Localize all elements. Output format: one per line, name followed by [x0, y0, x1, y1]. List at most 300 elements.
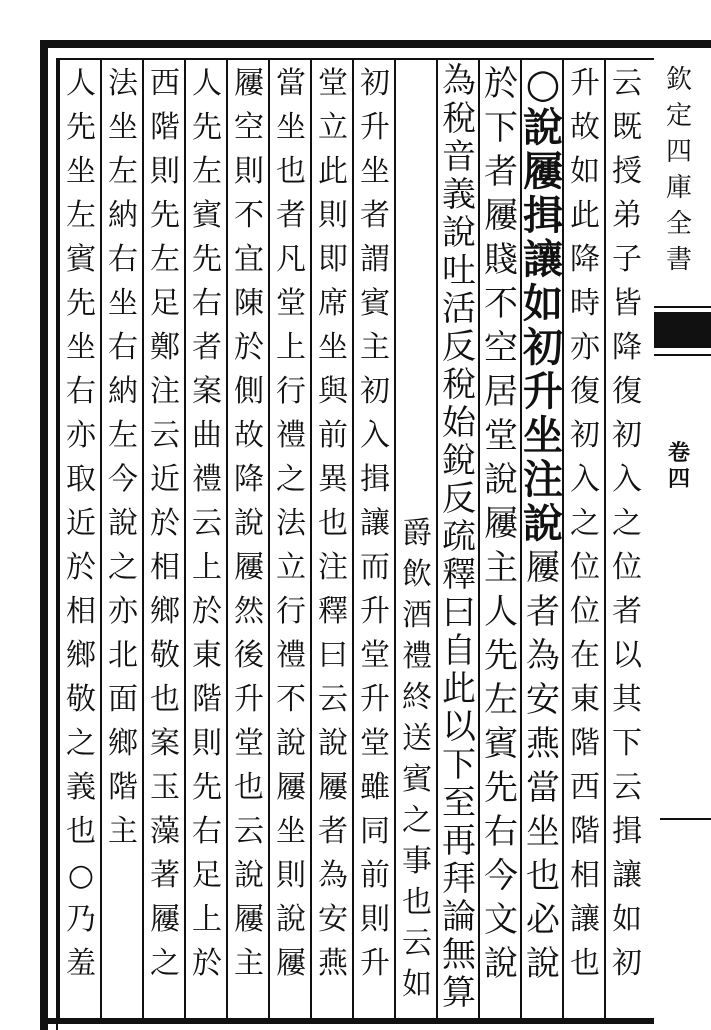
glyph: 曰	[442, 593, 476, 633]
glyph: 論	[442, 897, 476, 937]
glyph: 位	[570, 550, 600, 585]
glyph: 初	[612, 946, 642, 981]
glyph: 至	[442, 783, 476, 823]
text-column-c12	[144, 62, 186, 1022]
glyph: 上	[192, 902, 222, 937]
glyph: 禮	[276, 418, 306, 453]
glyph: 說	[276, 726, 306, 761]
glyph: 初	[612, 418, 642, 453]
glyph: 者	[484, 152, 518, 192]
glyph: 初	[360, 66, 390, 101]
glyph: 其	[612, 682, 642, 717]
glyph: 居	[484, 372, 518, 412]
glyph: 之	[276, 462, 306, 497]
glyph: 亦	[570, 330, 600, 365]
glyph: 以	[442, 707, 476, 747]
glyph: 坐	[108, 286, 138, 321]
glyph: 屨	[234, 550, 264, 585]
glyph: 則	[276, 858, 306, 893]
glyph: 主	[360, 330, 390, 365]
glyph: 說	[523, 500, 563, 547]
glyph: 授	[612, 154, 642, 189]
glyph: 東	[570, 682, 600, 717]
glyph: 雖	[360, 770, 390, 805]
glyph: 既	[612, 110, 642, 145]
glyph: 坐	[66, 154, 96, 189]
glyph: 也	[318, 506, 348, 541]
glyph: 者	[276, 198, 306, 233]
glyph: 近	[150, 462, 180, 497]
glyph: 讓	[523, 236, 563, 283]
glyph: 卷	[667, 440, 690, 466]
glyph: 人	[192, 66, 222, 101]
glyph: ○	[67, 858, 95, 893]
glyph-spacer	[396, 431, 438, 472]
glyph: 下	[442, 745, 476, 785]
glyph: 則	[234, 154, 264, 189]
glyph: 右	[192, 286, 222, 321]
glyph: 升	[234, 682, 264, 717]
edge-title	[658, 62, 700, 278]
glyph: 與	[318, 374, 348, 409]
glyph: 面	[108, 682, 138, 717]
glyph: 屨	[526, 548, 560, 588]
text-column-c1	[606, 62, 648, 1022]
glyph: 屨	[234, 66, 264, 101]
glyph: 為	[526, 636, 560, 676]
glyph: 相	[570, 858, 600, 893]
glyph: 義	[442, 175, 476, 215]
glyph: 如	[523, 280, 563, 327]
glyph: 活	[442, 289, 476, 329]
glyph: 當	[526, 768, 560, 808]
glyph: 堂	[360, 726, 390, 761]
glyph: 釋	[442, 555, 476, 595]
glyph: 著	[150, 858, 180, 893]
glyph: 亦	[66, 418, 96, 453]
glyph-spacer	[396, 472, 438, 513]
glyph: 於	[66, 550, 96, 585]
glyph: 敬	[66, 682, 96, 717]
glyph: 拜	[442, 859, 476, 899]
glyph: 讓	[360, 506, 390, 541]
glyph: 云	[234, 814, 264, 849]
glyph: 也	[234, 770, 264, 805]
glyph: 人	[66, 66, 96, 101]
glyph: 法	[108, 66, 138, 101]
edge-tick	[660, 818, 711, 820]
glyph: 賓	[360, 286, 390, 321]
glyph: 當	[276, 66, 306, 101]
glyph: 賓	[402, 762, 432, 797]
glyph: 藻	[150, 814, 180, 849]
glyph: 階	[150, 110, 180, 145]
glyph: 不	[484, 284, 518, 324]
glyph: 入	[570, 462, 600, 497]
glyph: 下	[612, 726, 642, 761]
glyph: 左	[150, 242, 180, 277]
glyph: 足	[150, 286, 180, 321]
glyph: 則	[192, 726, 222, 761]
glyph: 為	[442, 61, 476, 101]
glyph: 屨	[523, 148, 563, 195]
glyph: 坐	[318, 330, 348, 365]
glyph: 席	[318, 286, 348, 321]
glyph: 也	[402, 885, 432, 920]
glyph: 而	[360, 550, 390, 585]
glyph: 納	[108, 374, 138, 409]
glyph: 右	[192, 814, 222, 849]
glyph: 屨	[234, 902, 264, 937]
glyph: 銳	[442, 441, 476, 481]
glyph: 文	[484, 900, 518, 940]
glyph: 之	[402, 803, 432, 838]
glyph: 則	[150, 154, 180, 189]
glyph: 揖	[523, 192, 563, 239]
glyph: 前	[360, 858, 390, 893]
glyph: 云	[612, 770, 642, 805]
glyph: 音	[442, 137, 476, 177]
glyph: 先	[66, 286, 96, 321]
glyph: 入	[360, 418, 390, 453]
glyph: 反	[442, 479, 476, 519]
glyph: 亦	[108, 594, 138, 629]
glyph: 庫	[665, 173, 692, 203]
glyph: 取	[66, 462, 96, 497]
glyph: 子	[612, 242, 642, 277]
glyph: 者	[192, 330, 222, 365]
glyph: 說	[318, 726, 348, 761]
glyph: 先	[150, 198, 180, 233]
glyph: 先	[66, 110, 96, 145]
glyph: 相	[150, 550, 180, 585]
glyph: 賓	[192, 198, 222, 233]
glyph: 堂	[484, 416, 518, 456]
glyph: 酒	[402, 598, 432, 633]
glyph: 於	[150, 506, 180, 541]
glyph: 於	[192, 594, 222, 629]
text-column-c4	[480, 62, 522, 1022]
glyph: 於	[192, 946, 222, 981]
glyph: 稅	[442, 99, 476, 139]
text-column-c14	[60, 62, 102, 1022]
glyph: 階	[108, 770, 138, 805]
glyph: 階	[570, 726, 600, 761]
glyph: 足	[192, 858, 222, 893]
glyph-spacer	[396, 185, 438, 226]
glyph: 也	[526, 856, 560, 896]
text-column-c11	[186, 62, 228, 1022]
glyph: 前	[318, 418, 348, 453]
glyph: 云	[612, 66, 642, 101]
glyph: 曲	[192, 418, 222, 453]
glyph: 說	[484, 460, 518, 500]
glyph: 云	[318, 682, 348, 717]
text-column-c9	[270, 62, 312, 1022]
glyph: 升	[570, 66, 600, 101]
glyph: 坐	[360, 154, 390, 189]
glyph: 自	[442, 631, 476, 671]
glyph: 以	[612, 638, 642, 673]
fishtail-rule-top	[654, 306, 711, 308]
glyph: 弟	[612, 198, 642, 233]
glyph: 今	[484, 856, 518, 896]
glyph: 也	[276, 154, 306, 189]
glyph: 安	[526, 680, 560, 720]
edge-volume	[658, 440, 700, 492]
glyph: 坐	[66, 330, 96, 365]
text-column-c13	[102, 62, 144, 1022]
glyph: 東	[192, 638, 222, 673]
text-column-c2	[564, 62, 606, 1022]
glyph: 坐	[108, 110, 138, 145]
glyph: 始	[442, 403, 476, 443]
glyph: 不	[234, 198, 264, 233]
glyph: 陳	[234, 286, 264, 321]
glyph: 四	[667, 466, 690, 492]
glyph: 左	[66, 198, 96, 233]
glyph: 謂	[360, 242, 390, 277]
glyph: 此	[318, 154, 348, 189]
glyph: 反	[442, 327, 476, 367]
glyph: 則	[318, 198, 348, 233]
glyph: 左	[192, 154, 222, 189]
glyph: 右	[66, 374, 96, 409]
glyph: 升	[360, 682, 390, 717]
glyph: 爵	[402, 516, 432, 551]
glyph: 注	[318, 550, 348, 585]
glyph: 無	[442, 935, 476, 975]
glyph: 疏	[442, 517, 476, 557]
glyph: 後	[234, 638, 264, 673]
glyph: 定	[665, 101, 692, 131]
glyph-spacer	[396, 144, 438, 185]
glyph: 先	[484, 636, 518, 676]
glyph: 者	[318, 814, 348, 849]
glyph: 玉	[150, 770, 180, 805]
glyph: 左	[108, 154, 138, 189]
glyph: 在	[570, 638, 600, 673]
glyph: 讓	[570, 902, 600, 937]
glyph: 下	[484, 108, 518, 148]
glyph: 於	[484, 64, 518, 104]
glyph: 先	[192, 770, 222, 805]
glyph: 初	[360, 374, 390, 409]
glyph: 禮	[402, 639, 432, 674]
glyph: 異	[318, 462, 348, 497]
glyph: 行	[276, 594, 306, 629]
glyph: 說	[276, 902, 306, 937]
glyph: 則	[360, 902, 390, 937]
text-column-c7	[354, 62, 396, 1022]
glyph: 凡	[276, 242, 306, 277]
glyph: 即	[318, 242, 348, 277]
glyph: 算	[442, 973, 476, 1013]
glyph: 先	[192, 242, 222, 277]
glyph: 書	[665, 245, 692, 275]
glyph: 注	[150, 374, 180, 409]
text-column-c3	[522, 62, 564, 1022]
glyph: 堂	[318, 66, 348, 101]
glyph: 右	[484, 812, 518, 852]
glyph: 此	[570, 198, 600, 233]
glyph: 降	[570, 242, 600, 277]
glyph: 時	[570, 286, 600, 321]
glyph: 堂	[234, 726, 264, 761]
glyph: 羞	[66, 946, 96, 981]
glyph: 故	[570, 110, 600, 145]
glyph: 降	[612, 330, 642, 365]
glyph: 說	[442, 213, 476, 253]
glyph: 位	[612, 550, 642, 585]
glyph: 之	[108, 550, 138, 585]
glyph: 賓	[484, 724, 518, 764]
glyph: 升	[523, 368, 563, 415]
glyph: 如	[570, 154, 600, 189]
text-column-c8	[312, 62, 354, 1022]
glyph: 之	[612, 506, 642, 541]
glyph: 說	[526, 944, 560, 984]
glyph: 燕	[526, 724, 560, 764]
glyph: 如	[612, 902, 642, 937]
glyph: 屨	[276, 770, 306, 805]
glyph: 云	[150, 418, 180, 453]
glyph: 鄭	[150, 330, 180, 365]
glyph: 同	[360, 814, 390, 849]
glyph: 如	[402, 967, 432, 1002]
glyph: 坐	[526, 812, 560, 852]
glyph: 飲	[402, 557, 432, 592]
glyph: 云	[192, 506, 222, 541]
glyph: 賤	[484, 240, 518, 280]
glyph: 賓	[66, 242, 96, 277]
glyph: 立	[318, 110, 348, 145]
glyph: 稅	[442, 365, 476, 405]
glyph: 屨	[484, 504, 518, 544]
glyph: 之	[570, 506, 600, 541]
glyph: 法	[276, 506, 306, 541]
glyph: 入	[612, 462, 642, 497]
glyph: 也	[66, 814, 96, 849]
glyph: 四	[665, 137, 692, 167]
glyph: 此	[442, 669, 476, 709]
glyph: 主	[108, 814, 138, 849]
glyph: 初	[523, 324, 563, 371]
glyph: 左	[108, 418, 138, 453]
glyph: 坐	[523, 412, 563, 459]
glyph: 人	[484, 592, 518, 632]
glyph: 吐	[442, 251, 476, 291]
glyph: 屨	[484, 196, 518, 236]
glyph-spacer	[396, 62, 438, 103]
glyph: 左	[484, 680, 518, 720]
glyph: 說	[108, 506, 138, 541]
text-column-c6	[396, 62, 438, 1022]
glyph: 安	[318, 902, 348, 937]
glyph: 者	[526, 592, 560, 632]
glyph: 近	[66, 506, 96, 541]
glyph: 降	[234, 462, 264, 497]
glyph-spacer	[396, 349, 438, 390]
glyph: 揖	[360, 462, 390, 497]
glyph: 釋	[318, 594, 348, 629]
glyph: 屨	[276, 946, 306, 981]
glyph: 說	[523, 104, 563, 151]
glyph: 必	[526, 900, 560, 940]
glyph: 也	[150, 682, 180, 717]
glyph: 乃	[66, 902, 96, 937]
text-column-c5	[438, 62, 480, 1022]
glyph: 之	[150, 946, 180, 981]
glyph: 鄉	[108, 726, 138, 761]
glyph: 說	[484, 944, 518, 984]
glyph: 主	[484, 548, 518, 588]
glyph: 屨	[150, 902, 180, 937]
glyph: 說	[234, 858, 264, 893]
glyph: 相	[66, 594, 96, 629]
glyph: 右	[108, 242, 138, 277]
glyph: 送	[402, 721, 432, 756]
glyph: 位	[570, 594, 600, 629]
glyph-spacer	[396, 390, 438, 431]
glyph: 側	[234, 374, 264, 409]
glyph: 先	[484, 768, 518, 808]
glyph: 說	[234, 506, 264, 541]
glyph: 事	[402, 844, 432, 879]
glyph-spacer	[396, 267, 438, 308]
glyph-spacer	[396, 103, 438, 144]
glyph: 初	[570, 418, 600, 453]
glyph: 案	[192, 374, 222, 409]
glyph: ○	[525, 60, 561, 107]
glyph: 者	[612, 594, 642, 629]
glyph: 不	[276, 682, 306, 717]
glyph: 先	[192, 110, 222, 145]
glyph: 升	[360, 594, 390, 629]
glyph: 揖	[612, 814, 642, 849]
glyph: 禮	[276, 638, 306, 673]
glyph: 右	[108, 330, 138, 365]
glyph: 今	[108, 462, 138, 497]
fishtail-mark	[654, 312, 711, 348]
glyph: 皆	[612, 286, 642, 321]
glyph: 階	[570, 814, 600, 849]
glyph: 空	[484, 328, 518, 368]
glyph: 敬	[150, 638, 180, 673]
glyph: 為	[318, 858, 348, 893]
glyph: 空	[234, 110, 264, 145]
glyph: 北	[108, 638, 138, 673]
glyph: 注	[523, 456, 563, 503]
glyph: 升	[360, 110, 390, 145]
glyph: 者	[360, 198, 390, 233]
glyph: 禮	[192, 462, 222, 497]
glyph: 堂	[276, 286, 306, 321]
glyph: 坐	[276, 110, 306, 145]
glyph: 納	[108, 198, 138, 233]
glyph: 主	[234, 946, 264, 981]
glyph: 西	[570, 770, 600, 805]
glyph: 堂	[360, 638, 390, 673]
glyph: 西	[150, 66, 180, 101]
glyph: 於	[234, 330, 264, 365]
glyph: 階	[192, 682, 222, 717]
glyph: 宜	[234, 242, 264, 277]
glyph: 立	[276, 550, 306, 585]
glyph: 故	[234, 418, 264, 453]
glyph: 也	[570, 946, 600, 981]
glyph: 升	[360, 946, 390, 981]
